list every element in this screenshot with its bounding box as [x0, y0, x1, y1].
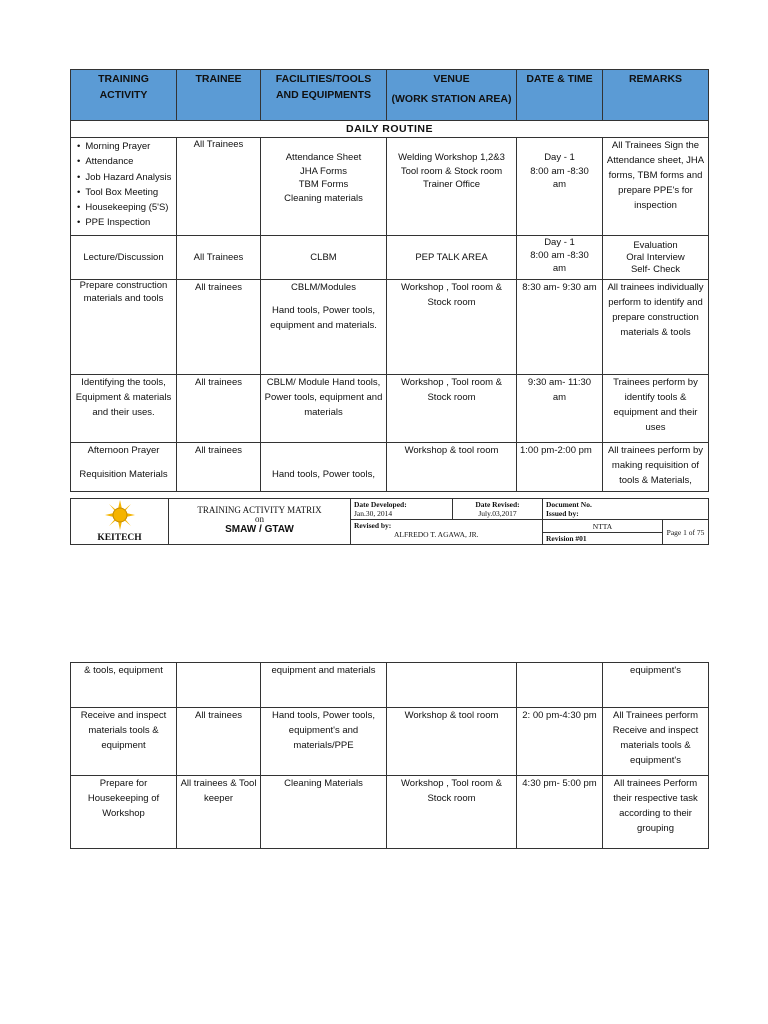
daily-routine-row [71, 121, 709, 138]
doc-on: on [255, 514, 264, 524]
logo-text: KEITECH [97, 533, 142, 543]
trainee-cell: All Trainees [177, 236, 261, 280]
table-row [71, 280, 709, 375]
activity-cell: Prepare for Housekeeping of Workshop [71, 776, 177, 849]
date-cell: 1:00 pm-2:00 pm [517, 443, 603, 492]
activity-cell: Lecture/Discussion [71, 236, 177, 280]
facility-line: JHA Forms [300, 165, 347, 177]
remarks-cell: Trainees perform by identify tools & equipment and their uses [603, 375, 709, 443]
remarks-cell [603, 236, 709, 280]
trainee-cell [177, 663, 261, 708]
remarks-cell: All Trainees perform Receive and inspect materials tools & equipment's [603, 708, 709, 776]
list-item: • Attendance [77, 154, 173, 169]
training-matrix-table [70, 69, 709, 492]
date-cell [517, 138, 603, 236]
document-no-label: Document No. [546, 500, 592, 509]
list-item: • Job Hazard Analysis [77, 170, 173, 185]
table-row [71, 708, 709, 776]
remark-line: Oral Interview [626, 251, 685, 263]
col-remarks: REMARKS [603, 70, 709, 121]
date-revised: July.03,2017 [478, 509, 517, 518]
revision-cell: Revision #01 [543, 533, 663, 545]
venue-cell: Workshop & tool room [387, 443, 517, 492]
facilities-cell [261, 138, 387, 236]
facility-line: CBLM/Modules [291, 282, 356, 293]
activity-cell [71, 138, 177, 236]
col-trainee: TRAINEE [177, 70, 261, 121]
remarks-cell: All trainees individually perform to identify and prepare construction materials & tools [603, 280, 709, 375]
venue-cell [387, 138, 517, 236]
revised-by-label: Revised by: [354, 521, 392, 530]
trainee-cell: All trainees [177, 443, 261, 492]
trainee-cell: All trainees [177, 708, 261, 776]
remarks-cell: All trainees Perform their respective task according to their grouping [603, 776, 709, 849]
col-venue [387, 70, 517, 121]
header-row [71, 70, 709, 121]
doc-subtitle: SMAW / GTAW [225, 524, 294, 535]
venue-label: VENUE [433, 73, 470, 85]
page-cell: Page 1 of 75 [663, 520, 709, 545]
date-cell: 9:30 am- 11:30 am [517, 375, 603, 443]
revised-by-cell [351, 520, 543, 545]
facilities-cell: Hand tools, Power tools, equipment's and materials/PPE [261, 708, 387, 776]
activity-list [74, 139, 173, 231]
date-revised-cell [453, 499, 543, 520]
facilities-cell: Cleaning Materials [261, 776, 387, 849]
facilities-cell: equipment and materials [261, 663, 387, 708]
date-line: am [552, 179, 567, 190]
table-row [71, 776, 709, 849]
remarks-cell: All Trainees Sign the Attendance sheet, JHA forms, TBM forms and prepare PPE's for inspection [603, 138, 709, 236]
date-line: 8:00 am -8:30 [530, 165, 589, 177]
document-no-cell [543, 499, 709, 520]
logo-cell [71, 499, 169, 545]
sun-logo-icon [105, 500, 135, 530]
trainee-cell: All Trainees [177, 138, 261, 236]
table-row [71, 443, 709, 492]
activity-cell: Receive and inspect materials tools & equipment [71, 708, 177, 776]
venue-cell [387, 663, 517, 708]
trainee-cell: All trainees [177, 375, 261, 443]
list-item: • Housekeeping (5'S) [77, 200, 173, 215]
venue-cell: Workshop , Tool room & Stock room [387, 280, 517, 375]
date-line: 8:00 am -8:30 [530, 250, 589, 261]
remarks-cell: equipment's [603, 663, 709, 708]
list-item: • Morning Prayer [77, 139, 173, 154]
facility-line: Cleaning materials [284, 192, 363, 204]
venue-cell: PEP TALK AREA [387, 236, 517, 280]
revised-by: ALFREDO T. AGAWA, JR. [394, 530, 479, 539]
activity-cell: Identifying the tools, Equipment & materials and their uses. [71, 375, 177, 443]
table-row [71, 236, 709, 280]
date-revised-label: Date Revised: [475, 500, 520, 509]
date-developed-cell [351, 499, 453, 520]
document-footer [70, 498, 709, 545]
activity-line: Requisition Materials [79, 469, 168, 480]
date-developed-label: Date Developed: [354, 500, 407, 509]
daily-routine-label: DAILY ROUTINE [71, 121, 709, 138]
title-cell [169, 499, 351, 545]
date-cell [517, 663, 603, 708]
date-line: Day - 1 [544, 152, 575, 163]
date-cell: 8:30 am- 9:30 am [517, 280, 603, 375]
training-matrix-continued [70, 662, 709, 849]
date-developed: Jan.30, 2014 [354, 509, 393, 518]
facilities-cell [261, 280, 387, 375]
issued-by-label: Issued by: [546, 509, 579, 518]
activity-line: Afternoon Prayer [87, 445, 160, 456]
venue-cell: Workshop & tool room [387, 708, 517, 776]
trainee-cell: All trainees & Tool keeper [177, 776, 261, 849]
venue-cell: Workshop , Tool room & Stock room [387, 375, 517, 443]
activity-cell: Prepare construction materials and tools [71, 280, 177, 375]
remarks-cell: All trainees perform by making requisition of tools & Materials, [603, 443, 709, 492]
facility-line: TBM Forms [298, 179, 349, 190]
venue-line: Trainer Office [422, 179, 481, 190]
venue-sublabel: (WORK STATION AREA) [391, 93, 512, 105]
doc-title: TRAINING ACTIVITY MATRIX [197, 505, 322, 515]
venue-line: Welding Workshop 1,2&3 [398, 152, 505, 163]
remark-line: Self- Check [630, 263, 681, 275]
date-cell: 4:30 pm- 5:00 pm [517, 776, 603, 849]
trainee-cell: All trainees [177, 280, 261, 375]
facility-line: Hand tools, Power tools, equipment and materials. [270, 305, 377, 331]
facilities-cell: Hand tools, Power tools, [261, 443, 387, 492]
date-cell: 2: 00 pm-4:30 pm [517, 708, 603, 776]
venue-cell: Workshop , Tool room & Stock room [387, 776, 517, 849]
facilities-cell: CBLM/ Module Hand tools, Power tools, equipment and materials [261, 375, 387, 443]
list-item: • Tool Box Meeting [77, 185, 173, 200]
col-training-activity: TRAINING ACTIVITY [71, 70, 177, 121]
col-facilities: FACILITIES/TOOLS AND EQUIPMENTS [261, 70, 387, 121]
table-row [71, 663, 709, 708]
issued-by-cell: NTTA [543, 520, 663, 533]
col-date-time: DATE & TIME [517, 70, 603, 121]
facilities-cell: CLBM [261, 236, 387, 280]
date-cell [517, 236, 603, 280]
activity-cell: & tools, equipment [71, 663, 177, 708]
activity-cell [71, 443, 177, 492]
venue-line: Tool room & Stock room [400, 165, 503, 177]
table-row [71, 375, 709, 443]
facility-line: Attendance Sheet [285, 152, 362, 163]
date-line: Day - 1 [544, 237, 575, 248]
list-item: • PPE Inspection [77, 215, 173, 230]
remark-line: Evaluation [633, 239, 678, 251]
date-line: am [552, 263, 567, 274]
table-row [71, 138, 709, 236]
